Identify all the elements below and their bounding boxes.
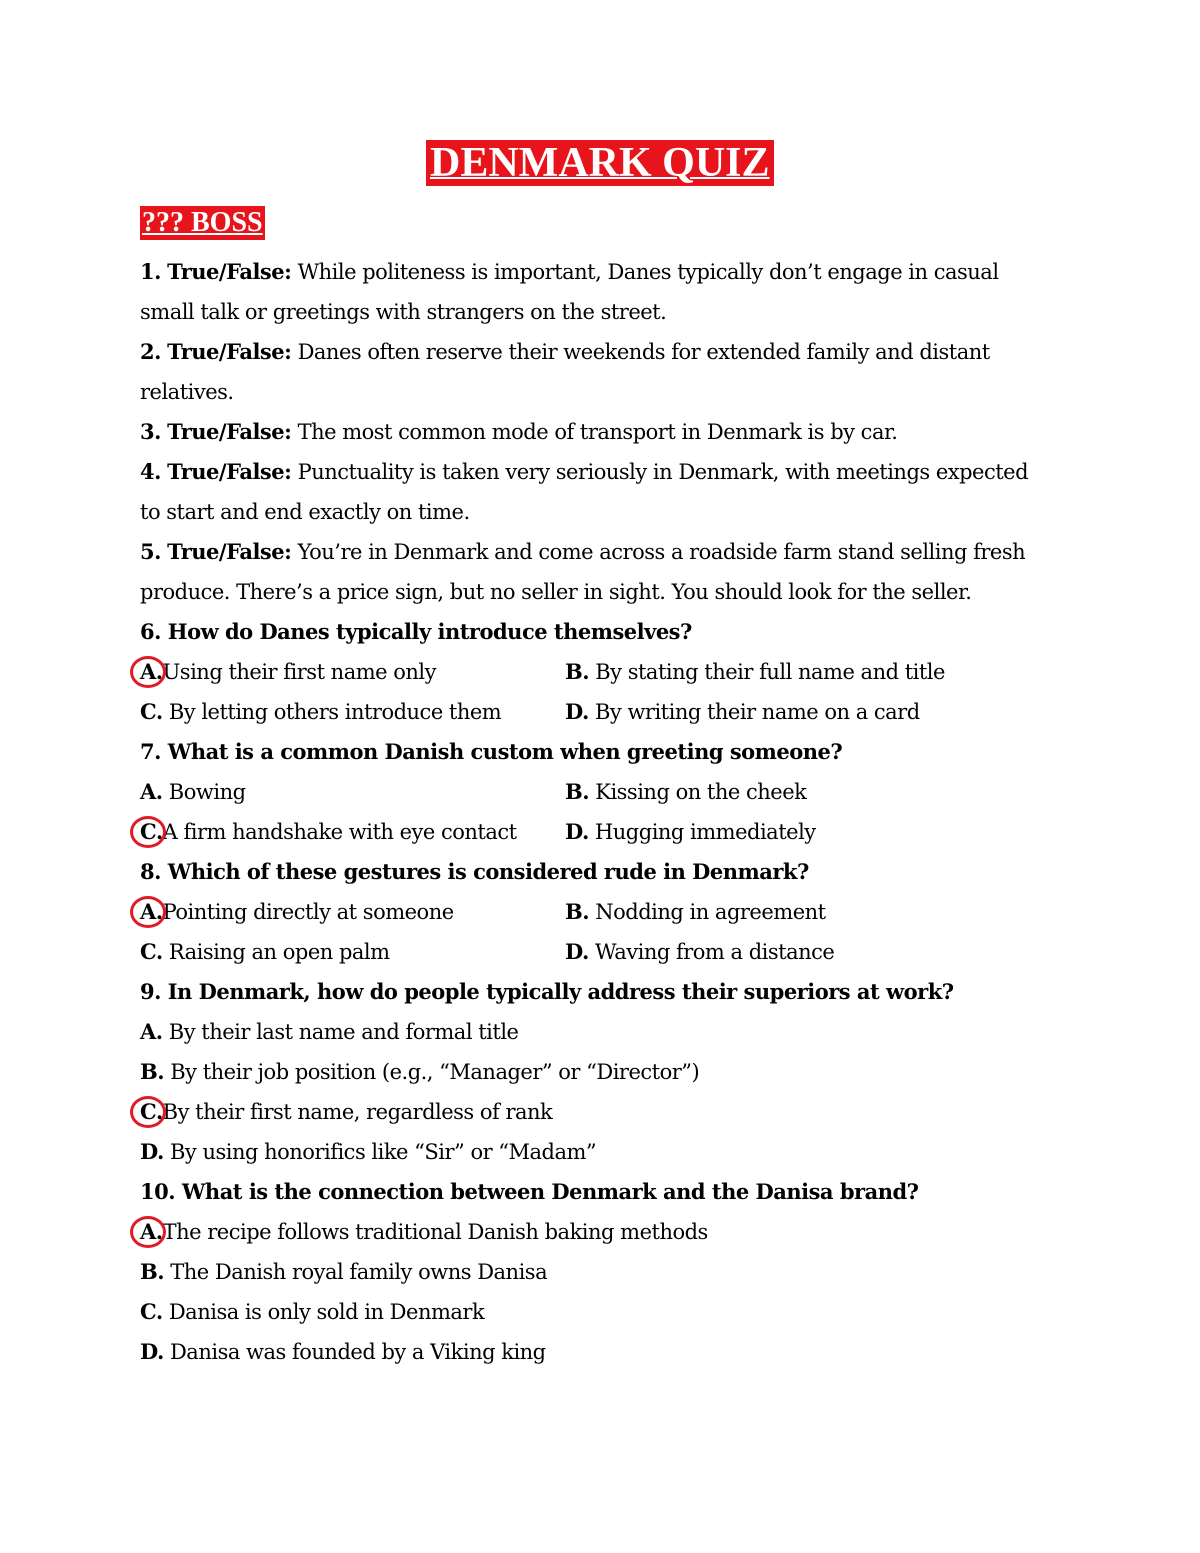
answer-circle-mark xyxy=(130,816,166,848)
option-7c xyxy=(140,817,517,847)
tf-question-5 xyxy=(140,537,1025,567)
option-letter: A. xyxy=(140,779,163,804)
option-9c xyxy=(140,1097,552,1127)
option-6b xyxy=(565,657,945,687)
mc-question-6: 6. How do Danes typically introduce themselves? xyxy=(140,619,692,644)
answer-circle-mark xyxy=(130,1096,166,1128)
option-text: A firm handshake with eye contact xyxy=(162,820,517,844)
option-letter: C. xyxy=(140,819,163,844)
tf-question-5-cont: produce. There’s a price sign, but no seller in sight. You should look for the seller. xyxy=(140,580,972,604)
option-letter: D. xyxy=(565,819,589,844)
option-text: By their job position (e.g., “Manager” or “Director”) xyxy=(170,1060,700,1084)
question-number: 5. xyxy=(140,539,161,564)
option-8c xyxy=(140,937,390,967)
mc-question-7: 7. What is a common Danish custom when greeting someone? xyxy=(140,739,843,764)
option-10c xyxy=(140,1297,484,1327)
answer-circle-mark xyxy=(130,1216,166,1248)
option-8b xyxy=(565,897,826,927)
option-letter: A. xyxy=(140,659,163,684)
option-9b xyxy=(140,1057,699,1087)
question-type: True/False: xyxy=(167,419,292,444)
question-text: While politeness is important, Danes typically don’t engage in casual xyxy=(297,260,999,284)
option-text: By letting others introduce them xyxy=(168,700,502,724)
mc-question-8: 8. Which of these gestures is considered rude in Denmark? xyxy=(140,859,809,884)
option-text: Bowing xyxy=(168,780,246,804)
question-type: True/False: xyxy=(167,459,292,484)
question-text: The most common mode of transport in Denmark is by car. xyxy=(297,420,898,444)
option-10a xyxy=(140,1217,708,1247)
option-letter: A. xyxy=(140,899,163,924)
option-7b xyxy=(565,777,806,807)
option-letter: A. xyxy=(140,1019,163,1044)
tf-question-2-cont: relatives. xyxy=(140,380,234,404)
tf-question-1 xyxy=(140,257,999,287)
option-text: Kissing on the cheek xyxy=(595,780,807,804)
option-letter: C. xyxy=(140,699,163,724)
option-letter: B. xyxy=(565,779,590,804)
option-text: Raising an open palm xyxy=(168,940,390,964)
question-text: Danes often reserve their weekends for extended family and distant xyxy=(297,340,990,364)
option-letter: D. xyxy=(565,699,589,724)
option-text: Hugging immediately xyxy=(594,820,816,844)
question-number: 2. xyxy=(140,339,161,364)
option-text: By writing their name on a card xyxy=(594,700,920,724)
tf-question-4 xyxy=(140,457,1028,487)
question-number: 4. xyxy=(140,459,161,484)
quiz-title: DENMARK QUIZ xyxy=(426,140,774,186)
option-letter: A. xyxy=(140,1219,163,1244)
option-text: The Danish royal family owns Danisa xyxy=(170,1260,548,1284)
option-text: By using honorifics like “Sir” or “Madam” xyxy=(169,1140,597,1164)
tf-question-4-cont: to start and end exactly on time. xyxy=(140,500,470,524)
option-10d xyxy=(140,1337,546,1367)
option-letter: B. xyxy=(140,1059,165,1084)
option-text: Danisa was founded by a Viking king xyxy=(169,1340,546,1364)
option-6c xyxy=(140,697,501,727)
option-letter: D. xyxy=(140,1139,164,1164)
answer-circle-mark xyxy=(130,896,166,928)
option-letter: C. xyxy=(140,1299,163,1324)
tf-question-2 xyxy=(140,337,990,367)
option-9d xyxy=(140,1137,596,1167)
option-letter: B. xyxy=(565,899,590,924)
option-8a xyxy=(140,897,454,927)
option-text: By their first name, regardless of rank xyxy=(162,1100,553,1124)
option-letter: C. xyxy=(140,1099,163,1124)
mc-question-10: 10. What is the connection between Denmark and the Danisa brand? xyxy=(140,1179,919,1204)
option-text: Using their first name only xyxy=(162,660,436,684)
option-text: By stating their full name and title xyxy=(595,660,945,684)
section-heading: ??? BOSS xyxy=(142,207,263,238)
question-text: Punctuality is taken very seriously in Denmark, with meetings expected xyxy=(297,460,1029,484)
question-type: True/False: xyxy=(167,259,292,284)
option-letter: B. xyxy=(140,1259,165,1284)
tf-question-1-cont: small talk or greetings with strangers on the street. xyxy=(140,300,667,324)
option-6d xyxy=(565,697,920,727)
option-text: By their last name and formal title xyxy=(168,1020,519,1044)
option-text: Pointing directly at someone xyxy=(162,900,454,924)
question-text: You’re in Denmark and come across a roadside farm stand selling fresh xyxy=(297,540,1026,564)
question-number: 3. xyxy=(140,419,161,444)
option-text: Danisa is only sold in Denmark xyxy=(168,1300,485,1324)
option-text: The recipe follows traditional Danish baking methods xyxy=(162,1220,708,1244)
option-letter: D. xyxy=(140,1339,164,1364)
tf-question-3 xyxy=(140,417,897,447)
option-7d xyxy=(565,817,816,847)
option-8d xyxy=(565,937,834,967)
answer-circle-mark xyxy=(130,656,166,688)
option-10b xyxy=(140,1257,547,1287)
option-6a xyxy=(140,657,436,687)
question-number: 1. xyxy=(140,259,161,284)
option-text: Nodding in agreement xyxy=(595,900,826,924)
option-text: Waving from a distance xyxy=(594,940,835,964)
question-type: True/False: xyxy=(167,339,292,364)
option-7a xyxy=(140,777,246,807)
option-9a xyxy=(140,1017,518,1047)
option-letter: C. xyxy=(140,939,163,964)
option-letter: B. xyxy=(565,659,590,684)
mc-question-9: 9. In Denmark, how do people typically address their superiors at work? xyxy=(140,979,954,1004)
option-letter: D. xyxy=(565,939,589,964)
question-type: True/False: xyxy=(167,539,292,564)
